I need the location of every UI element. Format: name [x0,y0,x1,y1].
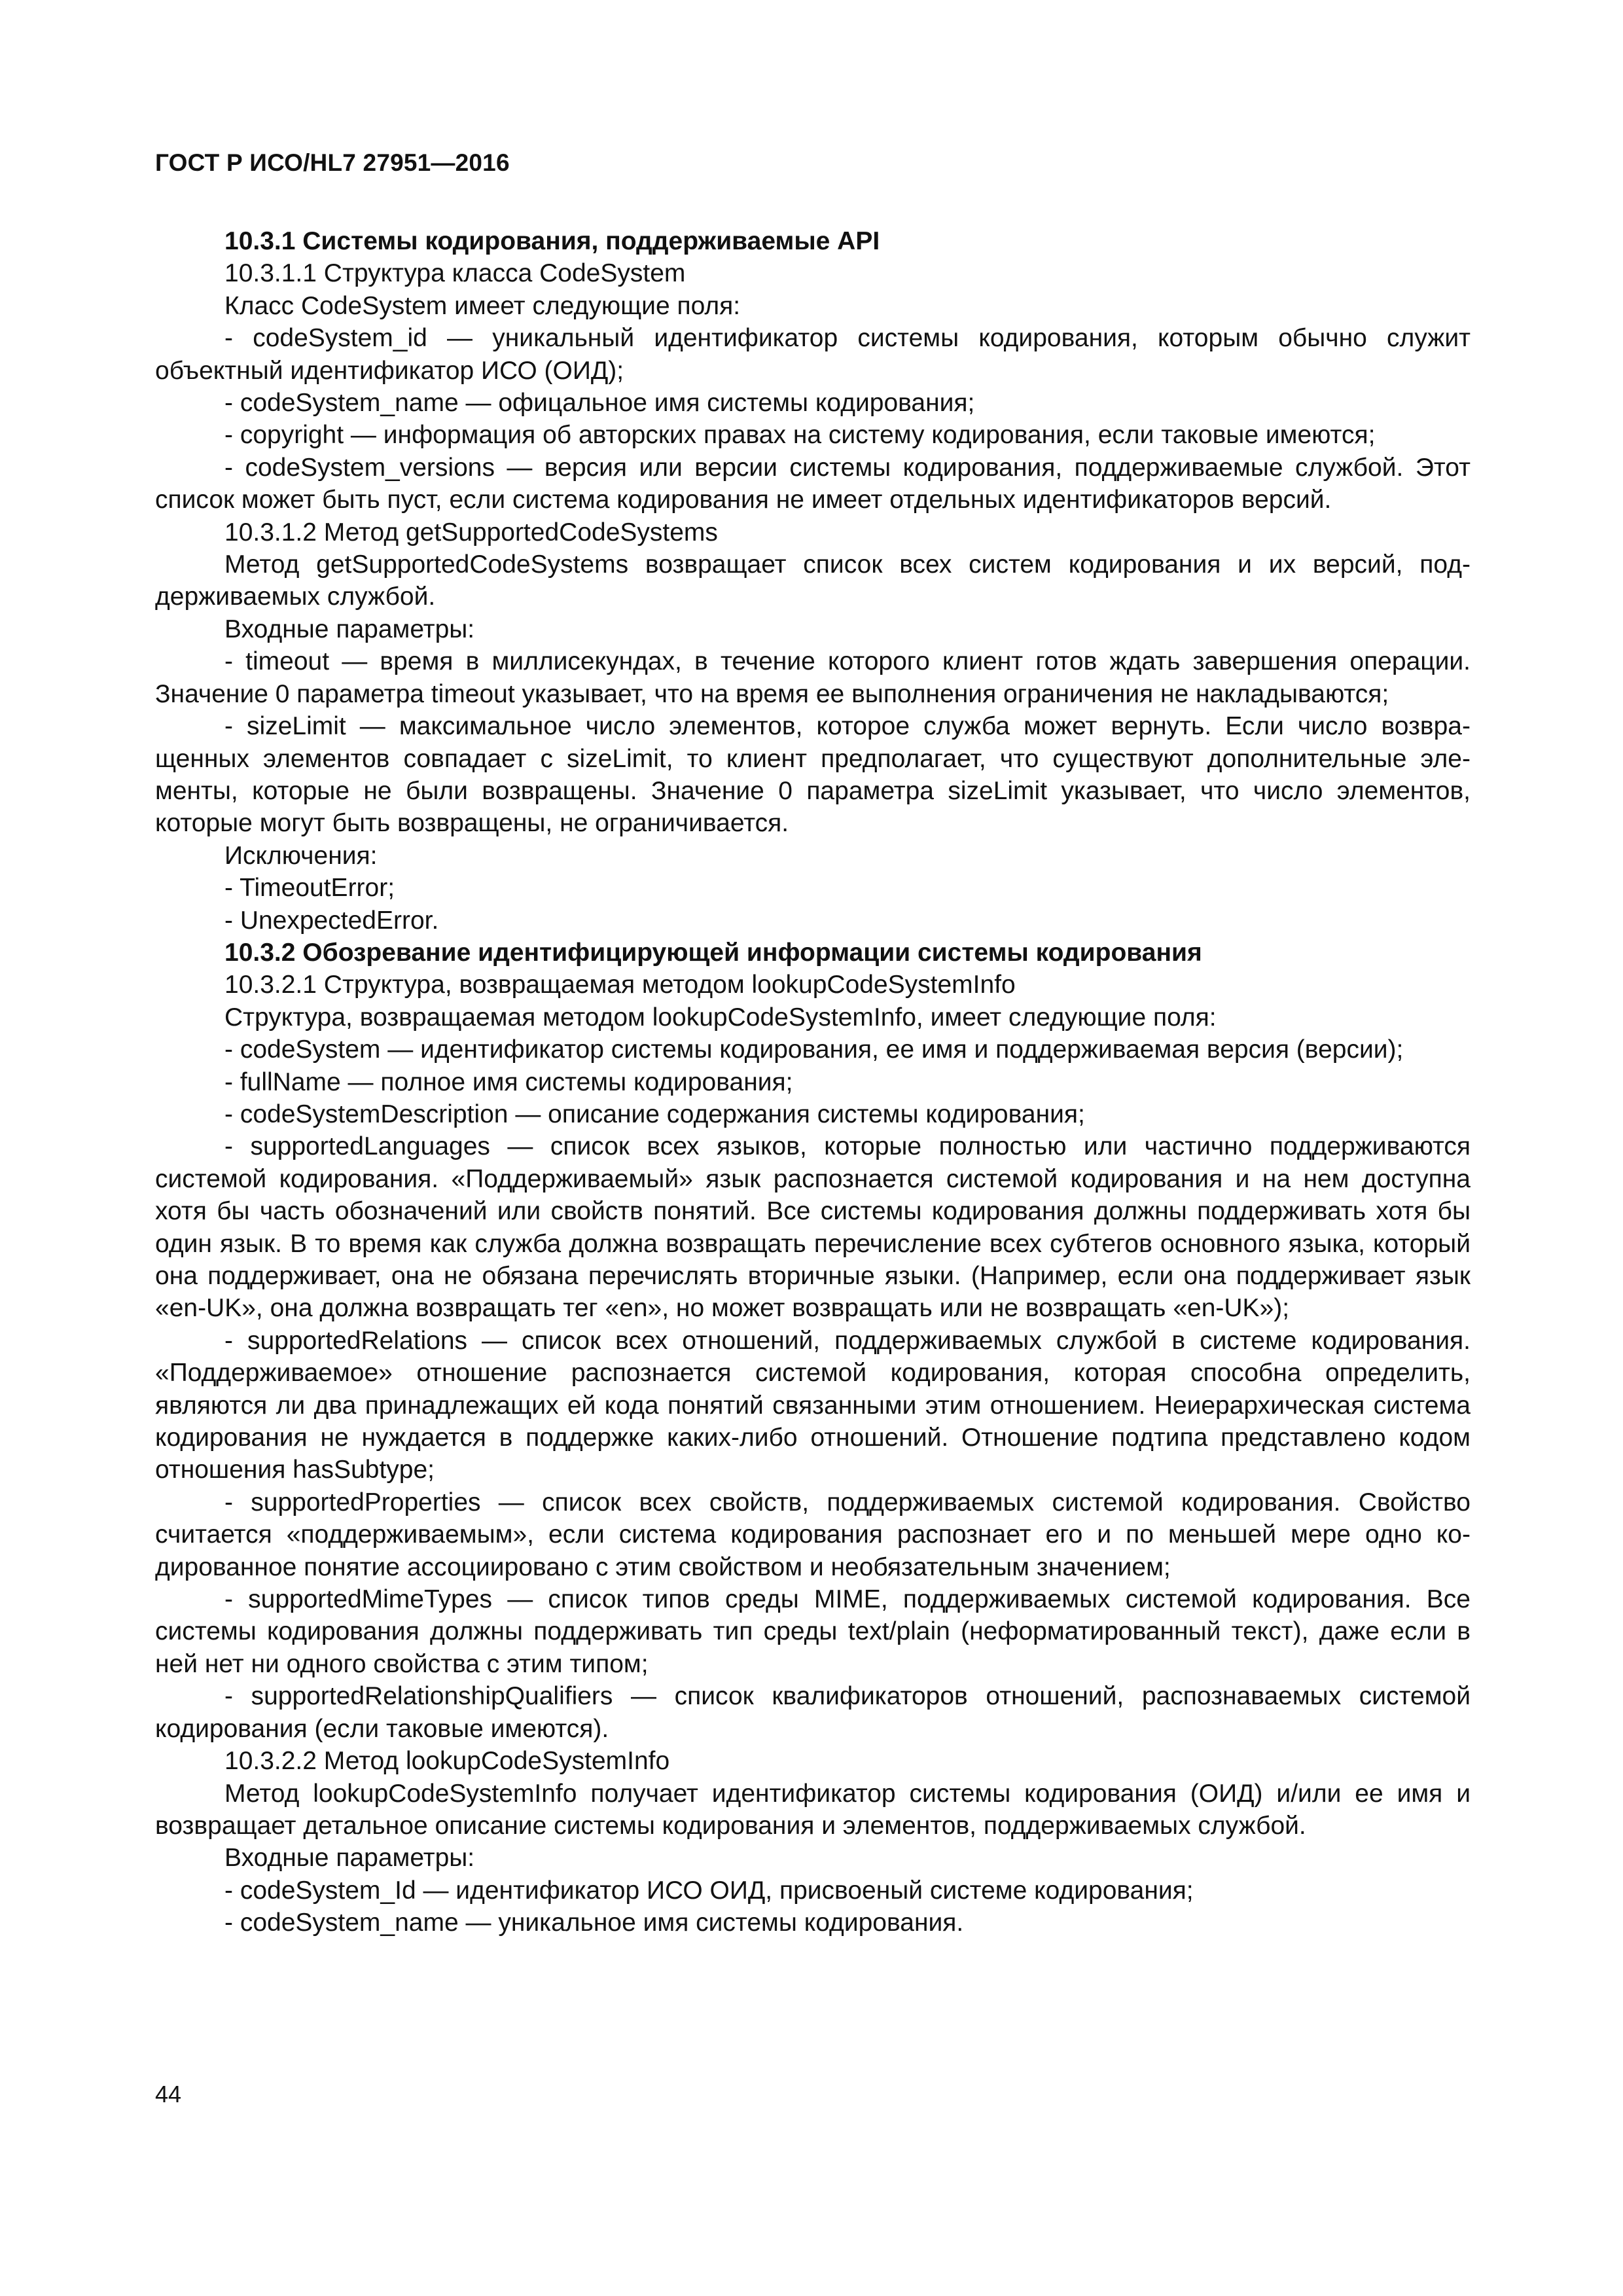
body-paragraph: Метод getSupportedCodeSystems возвращает список всех систем кодирования и их версий, поддерживаемых службой. [155,550,1471,611]
body-paragraph: - supportedProperties — список всех свойств, поддерживаемых системой кодирования. Свойство считается «поддерживаемым», если система кодирования распознает его и по меньшей мере одно кодированное понятие ассоциировано с этим свойством и необязательным значением; [155,1488,1471,1581]
body-paragraph: 10.3.1.1 Структура класса CodeSystem [224,259,686,288]
body-paragraph: - UnexpectedError. [224,906,439,935]
section-heading: 10.3.2 Обозревание идентифицирующей информации системы кодирования [224,938,1202,967]
body-paragraph: Метод lookupCodeSystemInfo получает идентификатор системы кодирования (ОИД) и/или ее имя и возвращает детальное описание системы кодирования и элементов, поддерживаемых службой. [155,1779,1471,1840]
section-heading: 10.3.1 Системы кодирования, поддерживаемые API [224,227,880,255]
body-paragraph: - codeSystemDescription — описание содержания системы кодирования; [224,1100,1085,1128]
body-paragraph: Входные параметры: [224,1844,475,1873]
body-paragraph: 10.3.1.2 Метод getSupportedCodeSystems [224,518,718,547]
body-paragraph: Структура, возвращаемая методом lookupCodeSystemInfo, имеет следующие поля: [224,1003,1217,1031]
body-paragraph: - codeSystem_name — офицальное имя системы кодирования; [224,389,975,418]
body-paragraph: - codeSystem_versions — версия или версии системы кодирования, поддерживаемые службой. Этот список может быть пуст, если система кодирования не имеет отдельных идентификаторов версий. [155,453,1471,514]
body-paragraph: - sizeLimit — максимальное число элементов, которое служба может вернуть. Если число возвращенных элементов совпадает с sizeLimit, то клиент предполагает, что существуют дополнительные элементы, которые не были возвращены. Значение 0 параметра sizeLimit указывает, что число элементов, которые могут быть возвращены, не ограничивается. [155,712,1471,838]
body-paragraph: - fullName — полное имя системы кодирования; [224,1067,793,1096]
body-paragraph: - copyright — информация об авторских правах на систему кодирования, если таковые имеются; [224,421,1376,450]
body-paragraph: Класс CodeSystem имеет следующие поля: [224,291,741,320]
body-paragraph: - supportedRelationshipQualifiers — список квалификаторов отношений, распознаваемых системой кодирования (если таковые имеются). [155,1682,1471,1743]
body-paragraph: Исключения: [224,841,378,870]
body-paragraph: - TimeoutError; [224,874,395,903]
body-paragraph: 10.3.2.2 Метод lookupCodeSystemInfo [224,1747,670,1776]
body-paragraph: - supportedMimeTypes — список типов среды MIME, поддерживаемых системой кодирования. Все системы кодирования должны поддерживать тип среды text/plain (неформатированный текст), даже если в ней нет ни одного свойства с этим типом; [155,1585,1471,1678]
body-paragraph: - codeSystem — идентификатор системы кодирования, ее имя и поддерживаемая версия (версии); [224,1035,1404,1064]
page-number: 44 [155,2081,182,2108]
body-paragraph: - supportedLanguages — список всех языков, которые полностью или частично поддерживаются системой кодирования. «Поддерживаемый» язык распознается системой кодирования и на нем доступна хотя бы часть обозначений или свойств понятий. Все системы кодирования должны поддерживать хотя бы один язык. В то время как служба должна возвращать перечисление всех субтегов основного языка, который она поддерживает, она не обязана перечислять вторичные языки. (Например, если она поддерживает язык «en-UK», она должна возвращать тег «en», но может возвращать или не возвращать «en-UK»); [155,1132,1471,1323]
body-paragraph: - codeSystem_id — уникальный идентификатор системы кодирования, которым обычно служит объектный идентификатор ИСО (ОИД); [155,324,1471,385]
body-paragraph: - timeout — время в миллисекундах, в течение которого клиент готов ждать завершения операции. Значение 0 параметра timeout указывает, что на время ее выполнения ограничения не накладываются; [155,647,1471,708]
body-paragraph: 10.3.2.1 Структура, возвращаемая методом lookupCodeSystemInfo [224,971,1016,999]
body-paragraph: - codeSystem_name — уникальное имя системы кодирования. [224,1909,964,1937]
body-paragraph: - codeSystem_Id — идентификатор ИСО ОИД, присвоеный системе кодирования; [224,1876,1194,1905]
document-body [155,225,1471,1939]
body-paragraph: Входные параметры: [224,615,475,643]
standard-code-header: ГОСТ Р ИСО/HL7 27951—2016 [155,149,510,176]
body-paragraph: - supportedRelations — список всех отношений, поддерживаемых службой в системе кодирования. «Поддерживаемое» отношение распознается системой кодирования, которая способна определить, являются ли два принадлежащих ей кода понятий связанными этим отношением. Неиерархическая система кодирования не нуждается в поддержке каких-либо отношений. Отношение подтипа представлено кодом отношения hasSubtype; [155,1326,1471,1484]
